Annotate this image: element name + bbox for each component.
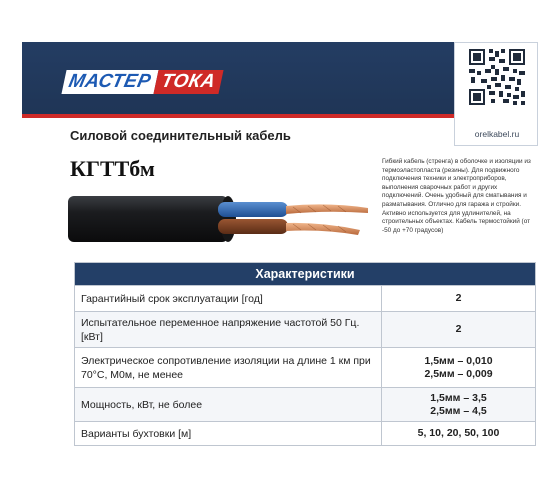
logo-part-master: МАСТЕР <box>61 70 158 94</box>
spec-value-line: 2 <box>455 292 462 304</box>
website-label: orelkabel.ru <box>474 129 520 139</box>
spec-value <box>381 388 535 421</box>
product-card <box>22 42 538 462</box>
table-row <box>75 311 535 347</box>
spec-label: Мощность, кВт, не более <box>81 398 203 411</box>
qr-code-icon <box>469 49 525 105</box>
brand-logo <box>61 70 223 94</box>
product-subtitle: Силовой соединительный кабель <box>70 128 291 143</box>
cable-image <box>68 188 368 250</box>
spec-value-line: 2 <box>455 323 462 335</box>
table-row <box>75 285 535 311</box>
spec-value-line: 1,5мм – 3,5 <box>430 391 487 404</box>
spec-value-line: 1,5мм – 0,010 <box>424 354 493 367</box>
specs-table <box>74 262 536 446</box>
spec-label: Электрическое сопротивление изоляции на длине 1 км при 70°С, М0м, не менее <box>81 354 371 381</box>
spec-label: Гарантийный срок эксплуатации [год] <box>81 292 263 305</box>
spec-value <box>381 422 535 445</box>
spec-value-line: 2,5мм – 0,009 <box>424 367 493 380</box>
spec-value <box>381 312 535 347</box>
logo-part-toka: ТОКА <box>153 70 224 94</box>
table-row <box>75 421 535 445</box>
spec-value <box>381 348 535 387</box>
product-model: КГТТбм <box>70 156 155 181</box>
spec-value-line: 2,5мм – 4,5 <box>430 404 487 417</box>
spec-value <box>381 286 535 311</box>
table-row <box>75 387 535 421</box>
spec-label: Варианты бухтовки [м] <box>81 427 192 440</box>
specs-title: Характеристики <box>75 263 535 285</box>
spec-value-line: 5, 10, 20, 50, 100 <box>417 427 500 439</box>
table-row <box>75 347 535 387</box>
qr-code-panel <box>454 42 538 146</box>
product-description: Гибкий кабель (стренга) в оболочке и изоляции из термоэластопласта (резины). Для подвижного подключения техники и электроприборов, выполнения сварочных работ и других подключений. Очень удобный для сматывания и разматывания. Отлично для гаража и стройки. Активно используется для удлинителей, на строительных объектах. Кабель термостойкий (от -50 до +70 градусов) <box>382 158 531 234</box>
spec-label: Испытательное переменное напряжение частотой 50 Гц. [кВт] <box>81 316 360 343</box>
